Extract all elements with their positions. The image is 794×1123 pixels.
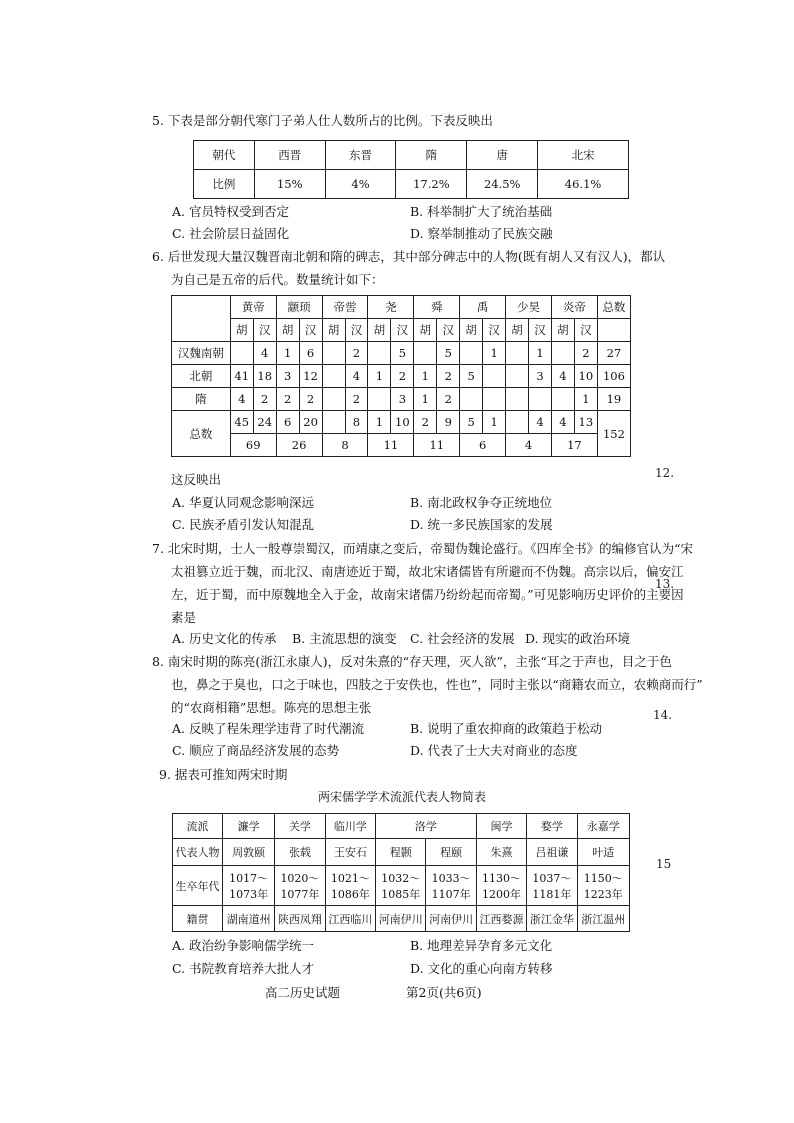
year-end: 1223年 [583,887,623,901]
table-cell: 20 [299,411,322,434]
table-cell [506,388,529,411]
q6-stem-line2: 为自己是五帝的后代。数量统计如下： [171,272,384,287]
table-cell: 浙江温州 [577,906,629,932]
table-cell [506,365,529,388]
q8-line3: 的“农商相籍”思想。陈亮的思想主张 [171,700,372,715]
table-subheader: 汉 [574,319,597,342]
q9-stem: 9. 据表可推知两宋时期 [159,767,288,782]
table-cell: 临川学 [325,814,375,839]
table-cell [460,342,483,365]
table-subheader: 胡 [322,319,345,342]
q6-option-b[interactable]: B. 南北政权争夺正统地位 [410,495,553,510]
table-cell [483,365,506,388]
table-cell: 5 [460,365,483,388]
q9-option-b[interactable]: B. 地理差异孕育多元文化 [410,938,553,953]
footer-page-number: 第2页(共6页) [406,985,482,1000]
table-cell: 4 [551,365,574,388]
table-cell: 5 [460,411,483,434]
table-subheader: 汉 [483,319,506,342]
footer-subject: 高二历史试题 [265,985,341,1000]
table-subheader: 汉 [529,319,552,342]
table-header: 总数 [597,296,630,319]
table-subheader: 胡 [414,319,437,342]
table-cell: 12 [299,365,322,388]
table-cell [476,866,526,906]
table-cell: 4 [506,434,552,457]
table-cell: 27 [597,342,630,365]
table-cell: 24.5% [467,170,538,199]
table-cell: 江西婺源 [476,906,526,932]
table-cell: 周敦颐 [222,839,274,866]
table-cell: 1 [483,411,506,434]
q7-line2: 太祖篡立近于魏，而北汉、南唐迹近于蜀，故北宋诸儒皆有所避而不伪魏。高宗以后，偏安江 [171,564,684,579]
table-header: 舜 [414,296,460,319]
table-cell: 朱熹 [476,839,526,866]
table-cell [275,866,325,906]
q7-option-a[interactable]: A. 历史文化的传承 [172,631,277,646]
table-cell: 8 [322,434,368,457]
table-cell [376,866,426,906]
margin-question-number: 14. [653,708,673,722]
table-cell: 11 [414,434,460,457]
table-cell: 5 [437,342,460,365]
table-cell: 3 [391,388,414,411]
table-cell: 45 [230,411,253,434]
table-cell: 6 [276,411,299,434]
table-header: 禹 [460,296,506,319]
year-start: 1020～ [280,871,320,885]
table-cell: 5 [391,342,414,365]
table-header: 尧 [368,296,414,319]
table-cell: 10 [574,365,597,388]
table-cell: 闽学 [476,814,526,839]
year-start: 1032～ [381,871,421,885]
table-cell: 河南伊川 [376,906,426,932]
table-cell [230,342,253,365]
table-cell: 湖南道州 [222,906,274,932]
table-cell: 4% [325,170,396,199]
table-cell: 15% [254,170,325,199]
table-cell: 24 [253,411,276,434]
margin-question-number: 12. [655,466,675,480]
table-subheader: 胡 [368,319,391,342]
row-label: 流派 [173,814,223,839]
year-end: 1073年 [229,887,269,901]
q8-line2: 也，鼻之于臭也，口之于味也，四肢之于安佚也，性也”，同时主张以“商籍农而立，农赖商而行” [171,677,703,692]
table-cell [551,388,574,411]
q8-option-c[interactable]: C. 顺应了商品经济发展的态势 [172,743,340,758]
table-cell: 69 [230,434,276,457]
q7-line1: 7. 北宋时期，士人一般尊崇蜀汉，而靖康之变后，帝蜀伪魏论盛行。《四库全书》的编修官认为“宋 [152,541,694,556]
table-cell: 2 [437,388,460,411]
table-cell: 朝代 [194,141,255,170]
table-cell: 王安石 [325,839,375,866]
margin-question-number: 13. [655,577,675,591]
q8-line1: 8. 南宋时期的陈亮(浙江永康人)，反对朱熹的“存天理，灭人欲”，主张“耳之于声也，目之于色 [152,654,672,669]
table-cell: 6 [299,342,322,365]
table-row [172,434,631,457]
table-cell: 西晋 [254,141,325,170]
table-cell [414,342,437,365]
table-cell: 程颐 [426,839,476,866]
table-cell: 北宋 [538,141,629,170]
year-end: 1085年 [381,887,421,901]
table-cell: 2 [299,388,322,411]
table-cell: 4 [253,342,276,365]
q5-option-a[interactable]: A. 官员特权受到否定 [172,204,289,219]
table-cell [506,411,529,434]
table-cell: 1 [368,411,391,434]
table-cell [325,866,375,906]
table-cell: 19 [597,388,630,411]
table-cell [426,866,476,906]
year-end: 1107年 [431,887,471,901]
table-cell: 濂学 [222,814,274,839]
year-start: 1017～ [229,871,269,885]
row-label: 北朝 [172,365,231,388]
table-cell: 吕祖谦 [527,839,577,866]
table-cell: 1 [414,365,437,388]
q5-option-b[interactable]: B. 科举制扩大了统治基础 [410,204,553,219]
table-cell: 1 [368,365,391,388]
q6-table [171,295,631,457]
table-cell: 浙江金华 [527,906,577,932]
table-row [172,388,631,411]
table-cell [222,866,274,906]
grand-total: 152 [597,411,630,457]
year-end: 1181年 [532,887,572,901]
q6-stem-line1: 6. 后世发现大量汉魏晋南北朝和隋的碑志，其中部分碑志中的人物(既有胡人又有汉人)，都认 [152,249,666,264]
table-cell: 2 [276,388,299,411]
table-cell [322,388,345,411]
table-cell [322,411,345,434]
table-cell [527,866,577,906]
q5-option-c[interactable]: C. 社会阶层日益固化 [172,226,290,241]
table-cell: 8 [345,411,368,434]
q7-option-c[interactable]: C. 社会经济的发展 [410,631,515,646]
row-label: 总数 [172,411,231,457]
q9-table-title: 两宋儒学学术流派代表人物简表 [318,790,487,804]
table-cell: 隋 [396,141,467,170]
table-row [172,411,631,434]
table-cell: 婺学 [527,814,577,839]
table-subheader: 汉 [253,319,276,342]
q8-option-a[interactable]: A. 反映了程朱理学违背了时代潮流 [172,721,364,736]
table-cell [460,388,483,411]
table-cell: 张载 [275,839,325,866]
table-cell: 13 [574,411,597,434]
table-subheader: 胡 [506,319,529,342]
table-cell: 2 [437,365,460,388]
table-subheader: 汉 [299,319,322,342]
q7-line4: 素是 [171,610,197,625]
table-cell: 洛学 [376,814,477,839]
row-label: 代表人物 [173,839,223,866]
row-label: 汉魏南朝 [172,342,231,365]
q9-option-d[interactable]: D. 文化的重心向南方转移 [410,961,553,976]
table-cell: 4 [529,411,552,434]
table-cell: 41 [230,365,253,388]
table-corner [172,296,231,342]
row-label: 生卒年代 [173,866,223,906]
table-cell: 4 [345,365,368,388]
table-row [172,342,631,365]
q7-option-b[interactable]: B. 主流思想的演变 [292,631,397,646]
table-cell: 2 [345,342,368,365]
table-cell: 1 [529,342,552,365]
q6-option-d[interactable]: D. 统一多民族国家的发展 [410,517,553,532]
year-start: 1033～ [431,871,471,885]
table-cell: 3 [276,365,299,388]
table-cell [577,866,629,906]
q5-option-d[interactable]: D. 察举制推动了民族交融 [410,226,553,241]
table-cell: 河南伊川 [426,906,476,932]
table-subheader: 汉 [391,319,414,342]
table-header: 炎帝 [551,296,597,319]
q6-option-a[interactable]: A. 华夏认同观念影响深远 [172,495,314,510]
table-cell: 1 [574,388,597,411]
q7-line3: 左，近于蜀，而中原魏地全入于金，故南宋诸儒乃纷纷起而帝蜀。”可见影响历史评价的主要因 [171,587,684,602]
table-cell [551,342,574,365]
table-cell: 10 [391,411,414,434]
table-cell: 永嘉学 [577,814,629,839]
table-cell: 6 [460,434,506,457]
row-label: 籍贯 [173,906,223,932]
table-header: 黄帝 [230,296,276,319]
year-start: 1150～ [583,871,623,885]
table-cell: 9 [437,411,460,434]
table-cell: 东晋 [325,141,396,170]
q6-option-c[interactable]: C. 民族矛盾引发认知混乱 [172,517,315,532]
table-cell: 2 [391,365,414,388]
table-cell: 叶适 [577,839,629,866]
q5-table [193,140,629,199]
table-cell: 1 [483,342,506,365]
table-cell: 2 [414,411,437,434]
q6-after: 这反映出 [171,472,222,487]
table-cell: 2 [574,342,597,365]
table-cell: 3 [529,365,552,388]
table-row [172,365,631,388]
q8-option-b[interactable]: B. 说明了重农抑商的政策趋于松动 [410,721,603,736]
year-start: 1037～ [532,871,572,885]
table-header: 帝喾 [322,296,368,319]
year-end: 1077年 [280,887,320,901]
table-cell [368,388,391,411]
table-cell: 18 [253,365,276,388]
table-subheader: 胡 [551,319,574,342]
year-start: 1130～ [482,871,521,885]
table-subheader: 汉 [437,319,460,342]
q5-stem: 5. 下表是部分朝代寒门子弟人仕人数所占的比例。下表反映出 [152,113,493,128]
q7-option-d[interactable]: D. 现实的政治环境 [525,631,631,646]
table-cell: 46.1% [538,170,629,199]
table-cell: 江西临川 [325,906,375,932]
year-end: 1086年 [330,887,370,901]
year-end: 1200年 [482,887,521,901]
table-cell: 1 [276,342,299,365]
table-cell [506,342,529,365]
table-cell: 1 [414,388,437,411]
table-subheader: 胡 [276,319,299,342]
table-cell: 唐 [467,141,538,170]
table-cell: 106 [597,365,630,388]
table-cell: 关学 [275,814,325,839]
table-cell: 比例 [194,170,255,199]
table-cell: 11 [368,434,414,457]
row-label: 隋 [172,388,231,411]
table-cell: 2 [253,388,276,411]
q9-option-c[interactable]: C. 书院教育培养大批人才 [172,961,315,976]
table-subheader [597,319,630,342]
table-cell: 17 [551,434,597,457]
year-start: 1021～ [330,871,370,885]
q9-table [172,813,630,932]
table-cell [322,365,345,388]
table-cell: 4 [551,411,574,434]
margin-question-number: 15 [656,857,672,871]
q9-option-a[interactable]: A. 政治纷争影响儒学统一 [172,938,314,953]
table-subheader: 胡 [460,319,483,342]
table-header: 颛顼 [276,296,322,319]
table-cell [529,388,552,411]
q8-option-d[interactable]: D. 代表了士大夫对商业的态度 [410,743,578,758]
table-cell: 26 [276,434,322,457]
table-cell: 程颢 [376,839,426,866]
table-header: 少昊 [506,296,552,319]
table-cell [483,388,506,411]
table-cell [368,342,391,365]
table-cell: 17.2% [396,170,467,199]
table-cell: 4 [230,388,253,411]
table-cell: 2 [345,388,368,411]
table-subheader: 胡 [230,319,253,342]
table-subheader: 汉 [345,319,368,342]
table-cell: 陕西凤翔 [275,906,325,932]
table-cell [322,342,345,365]
